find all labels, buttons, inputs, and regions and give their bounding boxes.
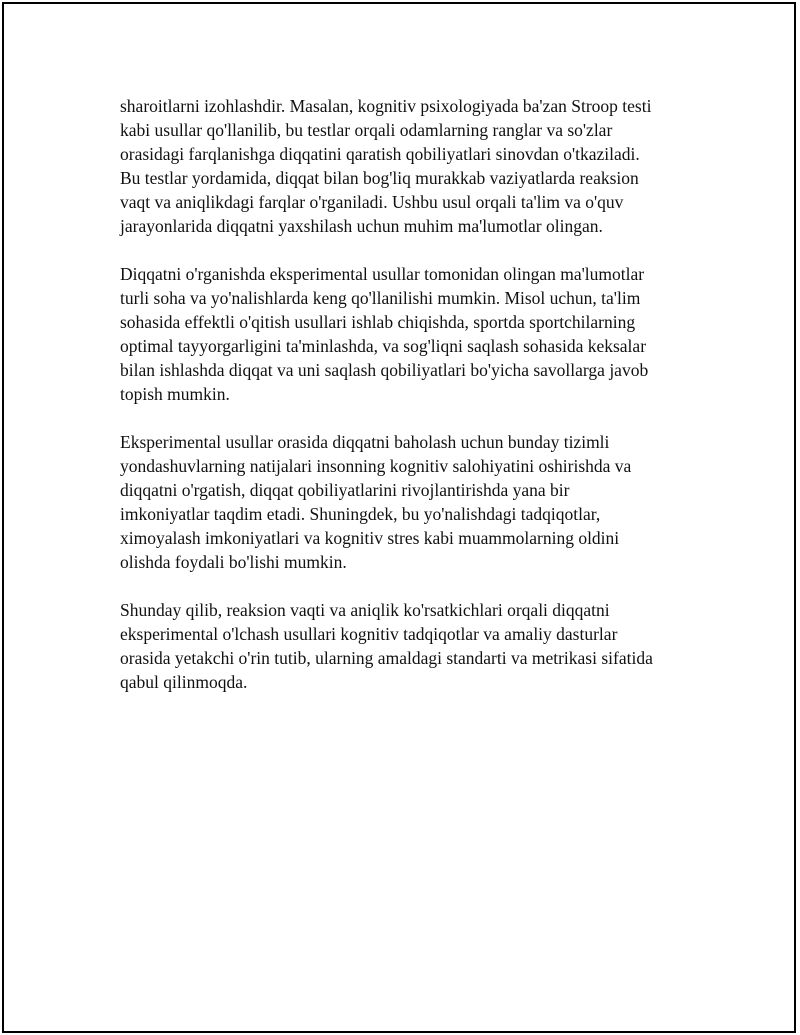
text-line: vaqt va aniqlikdagi farqlar o'rganiladi. Ushbu usul orqali ta'lim va o'quv bbox=[120, 192, 624, 212]
paragraph-1 bbox=[120, 94, 700, 238]
text-line: bilan ishlashda diqqat va uni saqlash qobiliyatlari bo'yicha savollarga javob bbox=[120, 360, 649, 380]
paragraph-4 bbox=[120, 598, 700, 694]
text-line: qabul qilinmoqda. bbox=[120, 672, 248, 692]
text-line: optimal tayyorgarligini ta'minlashda, va sog'liqni saqlash sohasida keksalar bbox=[120, 336, 647, 356]
text-line: imkoniyatlar taqdim etadi. Shuningdek, bu yo'nalishdagi tadqiqotlar, bbox=[120, 504, 601, 524]
text-line: kabi usullar qo'llanilib, bu testlar orqali odamlarning ranglar va so'zlar bbox=[120, 120, 613, 140]
text-line: orasida yetakchi o'rin tutib, ularning amaldagi standarti va metrikasi sifatida bbox=[120, 648, 653, 668]
text-line: yondashuvlarning natijalari insonning kognitiv salohiyatini oshirishda va bbox=[120, 456, 632, 476]
text-line: turli soha va yo'nalishlarda keng qo'llanilishi mumkin. Misol uchun, ta'lim bbox=[120, 288, 641, 308]
text-line: sohasida effektli o'qitish usullari ishlab chiqishda, sportda sportchilarning bbox=[120, 312, 636, 332]
paragraph-2 bbox=[120, 262, 700, 406]
text-line: Shunday qilib, reaksion vaqti va aniqlik ko'rsatkichlari orqali diqqatni bbox=[120, 600, 610, 620]
text-line: olishda foydali bo'lishi mumkin. bbox=[120, 552, 347, 572]
text-line: diqqatni o'rgatish, diqqat qobiliyatlarini rivojlantirishda yana bir bbox=[120, 480, 570, 500]
document-page bbox=[2, 2, 796, 1033]
text-line: sharoitlarni izohlashdir. Masalan, kognitiv psixologiyada ba'zan Stroop testi bbox=[120, 96, 652, 116]
text-line: jarayonlarida diqqatni yaxshilash uchun muhim ma'lumotlar olingan. bbox=[120, 216, 603, 236]
text-line: Diqqatni o'rganishda eksperimental usullar tomonidan olingan ma'lumotlar bbox=[120, 264, 645, 284]
document-body bbox=[120, 94, 700, 718]
text-line: ximoyalash imkoniyatlari va kognitiv stres kabi muammolarning oldini bbox=[120, 528, 620, 548]
text-line: topish mumkin. bbox=[120, 384, 230, 404]
paragraph-3 bbox=[120, 430, 700, 574]
text-line: Eksperimental usullar orasida diqqatni baholash uchun bunday tizimli bbox=[120, 432, 610, 452]
text-line: Bu testlar yordamida, diqqat bilan bog'liq murakkab vaziyatlarda reaksion bbox=[120, 168, 639, 188]
text-line: eksperimental o'lchash usullari kognitiv tadqiqotlar va amaliy dasturlar bbox=[120, 624, 618, 644]
text-line: orasidagi farqlanishga diqqatini qaratish qobiliyatlari sinovdan o'tkaziladi. bbox=[120, 144, 640, 164]
